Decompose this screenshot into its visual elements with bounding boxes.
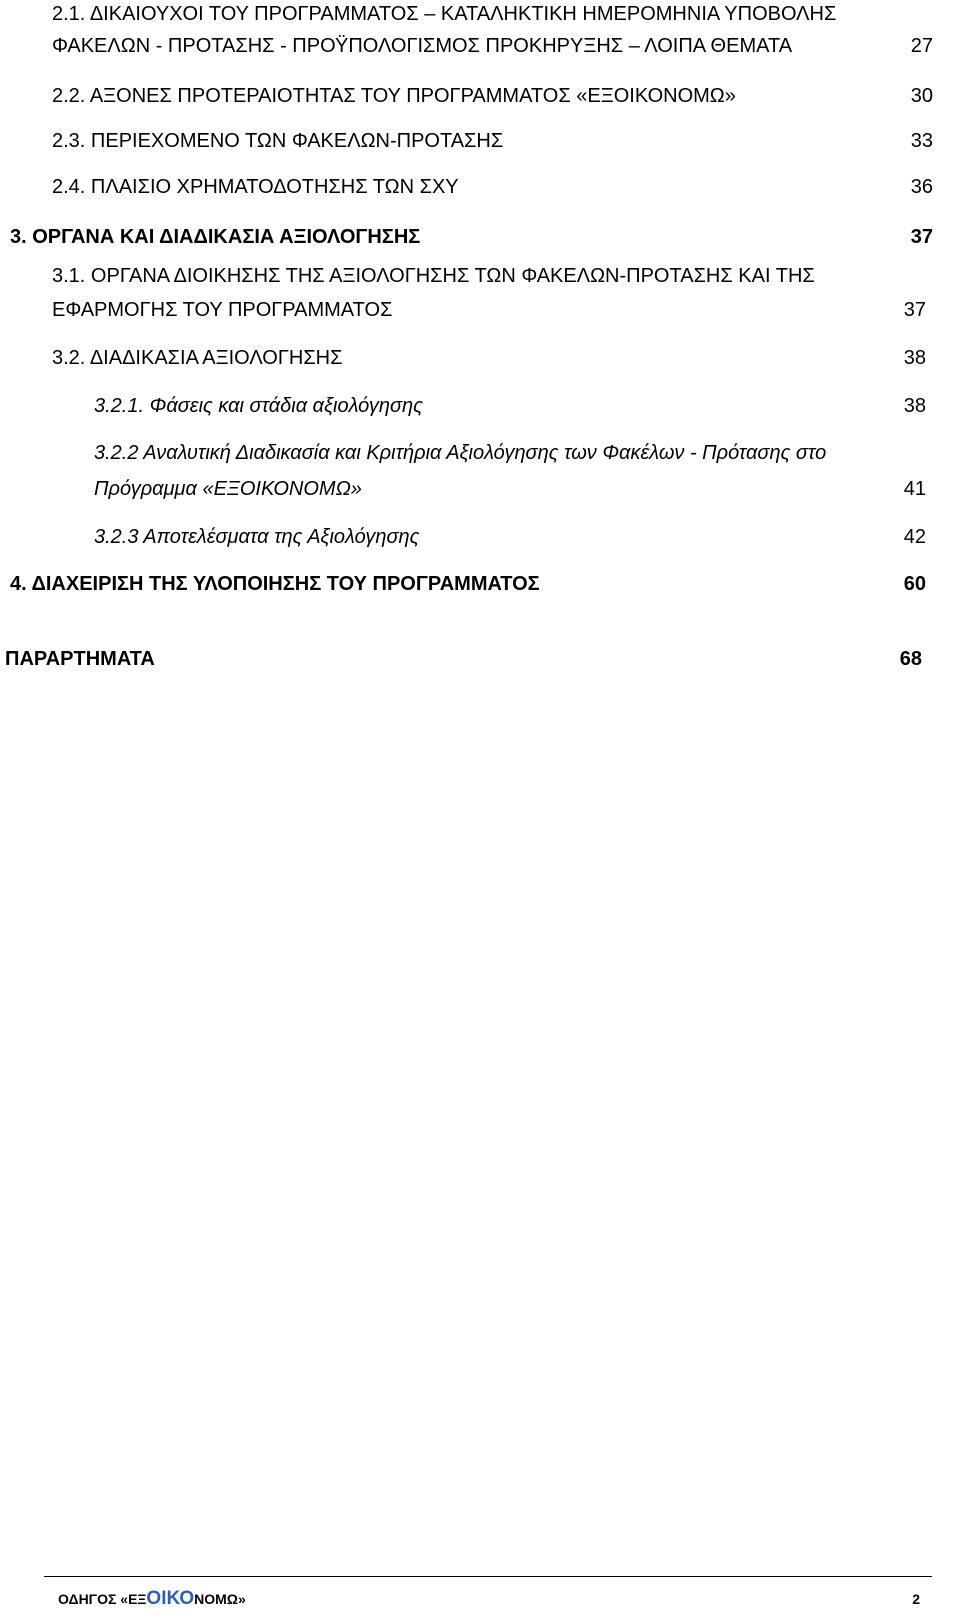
footer-page-number: 2 xyxy=(912,1591,920,1607)
toc-chapter-3-page: 37 xyxy=(910,226,933,248)
toc-entry-2-1-page: 27 xyxy=(910,35,933,57)
footer-title xyxy=(58,1590,246,1608)
toc-chapter-3: 3. ΟΡΓΑΝΑ ΚΑΙ ΔΙΑΔΙΚΑΣΙΑ ΑΞΙΟΛΟΓΗΣΗΣ xyxy=(10,226,421,248)
toc-entry-3-1-page: 37 xyxy=(903,299,926,321)
toc-entry-3-2-1: 3.2.1. Φάσεις και στάδια αξιολόγησης xyxy=(94,395,423,417)
toc-entry-3-2-page: 38 xyxy=(903,347,926,369)
toc-entry-2-1-line1: 2.1. ΔΙΚΑΙΟΥΧΟΙ ΤΟΥ ΠΡΟΓΡΑΜΜΑΤΟΣ – ΚΑΤΑΛΗΚΤΙΚΗ ΗΜΕΡΟΜΗΝΙΑ ΥΠΟΒΟΛΗΣ xyxy=(52,3,837,25)
toc-entry-2-4-page: 36 xyxy=(910,176,933,198)
toc-entry-3-1-line1: 3.1. ΟΡΓΑΝΑ ΔΙΟΙΚΗΣΗΣ ΤΗΣ ΑΞΙΟΛΟΓΗΣΗΣ ΤΩΝ ΦΑΚΕΛΩΝ-ΠΡΟΤΑΣΗΣ ΚΑΙ ΤΗΣ xyxy=(52,265,815,287)
toc-chapter-4: 4. ΔΙΑΧΕΙΡΙΣΗ ΤΗΣ ΥΛΟΠΟΙΗΣΗΣ ΤΟΥ ΠΡΟΓΡΑΜΜΑΤΟΣ xyxy=(10,573,540,595)
toc-entry-2-2: 2.2. ΑΞΟΝΕΣ ΠΡΟΤΕΡΑΙΟΤΗΤΑΣ ΤΟΥ ΠΡΟΓΡΑΜΜΑΤΟΣ «ΕΞΟΙΚΟΝΟΜΩ» xyxy=(52,85,736,107)
toc-entry-2-2-page: 30 xyxy=(910,85,933,107)
toc-entry-3-2-3-page: 42 xyxy=(903,526,926,548)
toc-appendices: ΠΑΡΑΡΤΗΜΑΤΑ xyxy=(5,648,155,670)
toc-entry-3-2-3: 3.2.3 Αποτελέσματα της Αξιολόγησης xyxy=(94,526,420,548)
footer-brand: ΟΙΚΟ xyxy=(146,1588,195,1609)
footer-divider xyxy=(44,1576,932,1577)
toc-entry-3-2-2-line1: 3.2.2 Αναλυτική Διαδικασία και Κριτήρια Αξιολόγησης των Φακέλων - Πρότασης στο xyxy=(94,442,827,464)
toc-entry-3-2-1-page: 38 xyxy=(903,395,926,417)
toc-entry-3-2-2-page: 41 xyxy=(903,478,926,500)
toc-appendices-page: 68 xyxy=(899,648,922,670)
toc-entry-3-2-2-line2: Πρόγραμμα «ΕΞΟΙΚΟΝΟΜΩ» xyxy=(94,478,362,500)
footer-title-prefix: ΟΔΗΓΟΣ «ΕΞ xyxy=(58,1591,147,1607)
toc-entry-2-3-page: 33 xyxy=(910,130,933,152)
toc-entry-2-1-line2: ΦΑΚΕΛΩΝ - ΠΡΟΤΑΣΗΣ - ΠΡΟΫΠΟΛΟΓΙΣΜΟΣ ΠΡΟΚΗΡΥΞΗΣ – ΛΟΙΠΑ ΘΕΜΑΤΑ xyxy=(52,35,793,57)
toc-entry-3-2: 3.2. ΔΙΑΔΙΚΑΣΙΑ ΑΞΙΟΛΟΓΗΣΗΣ xyxy=(52,347,343,369)
toc-entry-2-4: 2.4. ΠΛΑΙΣΙΟ ΧΡΗΜΑΤΟΔΟΤΗΣΗΣ ΤΩΝ ΣΧΥ xyxy=(52,176,459,198)
toc-entry-3-1-line2: ΕΦΑΡΜΟΓΗΣ ΤΟΥ ΠΡΟΓΡΑΜΜΑΤΟΣ xyxy=(52,299,393,321)
footer-title-suffix: ΝΟΜΩ» xyxy=(194,1591,246,1607)
toc-chapter-4-page: 60 xyxy=(903,573,926,595)
toc-entry-2-3: 2.3. ΠΕΡΙΕΧΟΜΕΝΟ ΤΩΝ ΦΑΚΕΛΩΝ-ΠΡΟΤΑΣΗΣ xyxy=(52,130,504,152)
